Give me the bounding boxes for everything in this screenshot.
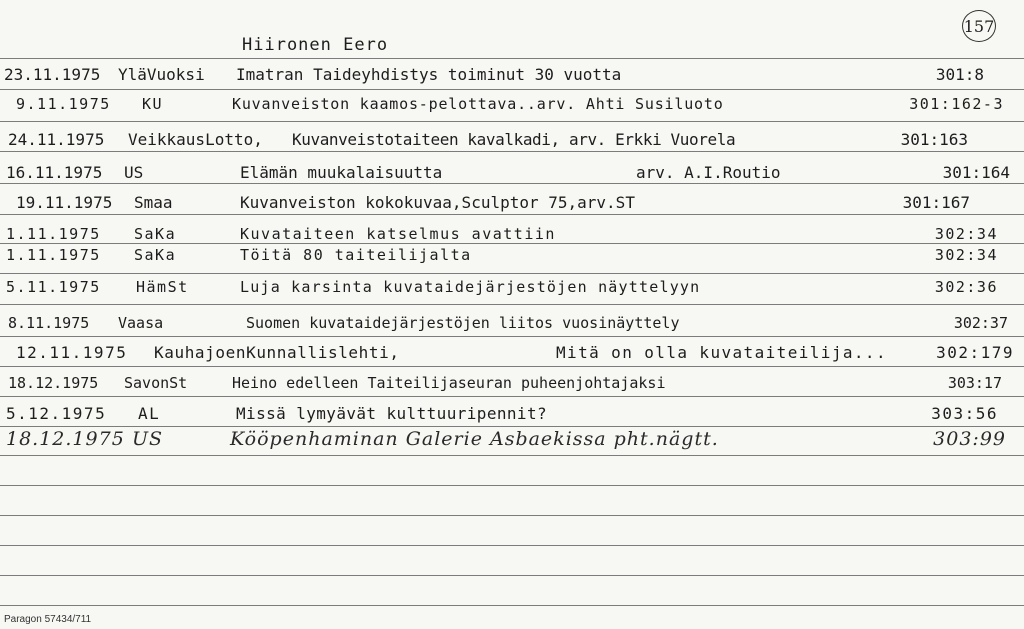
rule-line: [0, 58, 1024, 59]
entry-date: 9.11.1975: [16, 95, 111, 113]
entry-ref: 303:99: [933, 428, 1006, 450]
rule-line: [0, 304, 1024, 305]
entry-row: [0, 343, 1024, 367]
rule-line: [0, 485, 1024, 486]
entry-date: 18.12.1975: [8, 374, 99, 392]
entry-note: arv. A.I.Routio: [636, 163, 781, 182]
entry-source: US: [132, 428, 164, 450]
entry-title: Kuvanveistotaiteen kavalkadi, arv. Erkki Vuorela: [292, 130, 736, 149]
entry-row: [0, 246, 1024, 270]
entry-source: KU: [142, 95, 164, 113]
entry-date: 19.11.1975: [16, 193, 113, 212]
entry-date: 24.11.1975: [8, 130, 105, 149]
rule-line: [0, 273, 1024, 274]
entry-source: SavonSt: [124, 374, 188, 392]
entry-row: [0, 278, 1024, 302]
entry-source: SaKa: [134, 225, 177, 243]
entry-title: Heino edelleen Taiteilijaseuran puheenjohtajaksi: [232, 374, 666, 392]
entry-ref: 302:34: [934, 246, 998, 264]
rule-line: [0, 545, 1024, 546]
entry-source: SaKa: [134, 246, 177, 264]
entry-source: Smaa: [134, 193, 173, 212]
entry-row: [0, 163, 1024, 187]
entry-ref: 301:162-3: [909, 95, 1004, 113]
entry-title: Missä lymyävät kulttuuripennit?: [236, 404, 548, 423]
entry-row: [0, 193, 1024, 217]
rule-line: [0, 575, 1024, 576]
entry-row: [0, 404, 1024, 428]
entry-date: 1.11.1975: [6, 246, 101, 264]
entry-title: Töitä 80 taiteilijalta: [240, 246, 472, 264]
rule-line: [0, 515, 1024, 516]
entry-title: Mitä on olla kuvataiteilija...: [556, 343, 887, 362]
entry-ref: 301:163: [900, 130, 968, 149]
entry-ref: 302:36: [934, 278, 998, 296]
entry-source: VeikkausLotto,: [128, 130, 263, 149]
entry-ref: 301:164: [942, 163, 1010, 182]
entry-ref: 301:167: [902, 193, 970, 212]
rule-line: [0, 89, 1024, 90]
entry-ref: 302:179: [936, 343, 1014, 362]
entry-source: KauhajoenKunnallislehti,: [154, 343, 400, 362]
entry-row: [0, 374, 1024, 398]
entry-row-handwritten: [0, 428, 1024, 452]
entry-title: Kuvanveiston kaamos-pelottava..arv. Ahti Susiluoto: [232, 95, 724, 113]
entry-row: [0, 130, 1024, 154]
card-title: Hiironen Eero: [242, 35, 389, 55]
entry-date: 18.12.1975: [6, 428, 125, 450]
entry-ref: 303:17: [947, 374, 1002, 392]
entry-ref: 303:56: [931, 404, 998, 423]
entry-date: 16.11.1975: [6, 163, 103, 182]
entry-title: Kuvanveiston kokokuvaa,Sculptor 75,arv.ST: [240, 193, 635, 212]
entry-source: AL: [138, 404, 161, 423]
entry-ref: 302:34: [934, 225, 998, 243]
entry-source: US: [124, 163, 144, 182]
entry-source: HämSt: [136, 278, 189, 296]
rule-line: [0, 605, 1024, 606]
entry-date: 5.11.1975: [6, 278, 101, 296]
entry-title: Kööpenhaminan Galerie Asbaekissa pht.nägtt.: [230, 428, 719, 450]
entry-date: 5.12.1975: [6, 404, 107, 423]
entry-ref: 302:37: [953, 314, 1008, 332]
entry-title: Suomen kuvataidejärjestöjen liitos vuosinäyttely: [246, 314, 680, 332]
rule-line: [0, 121, 1024, 122]
entry-ref: 301:8: [935, 65, 984, 84]
card-footer: Paragon 57434/711: [4, 614, 92, 625]
entry-row: [0, 65, 1024, 89]
entry-date: 8.11.1975: [8, 314, 90, 332]
entry-row: [0, 95, 1024, 119]
entry-date: 23.11.1975: [4, 65, 101, 84]
entry-date: 12.11.1975: [16, 343, 128, 362]
entry-row: [0, 314, 1024, 338]
entry-title: Luja karsinta kuvataidejärjestöjen näyttelyyn: [240, 278, 701, 296]
entry-source: Vaasa: [118, 314, 164, 332]
entry-source: YläVuoksi: [118, 65, 205, 84]
entry-title: Imatran Taideyhdistys toiminut 30 vuotta: [236, 65, 622, 84]
rule-line: [0, 455, 1024, 456]
entry-title: Kuvataiteen katselmus avattiin: [240, 225, 556, 243]
entry-date: 1.11.1975: [6, 225, 101, 243]
entry-title: Elämän muukalaisuutta: [240, 163, 443, 182]
card-number-stamp: 157: [962, 10, 996, 42]
